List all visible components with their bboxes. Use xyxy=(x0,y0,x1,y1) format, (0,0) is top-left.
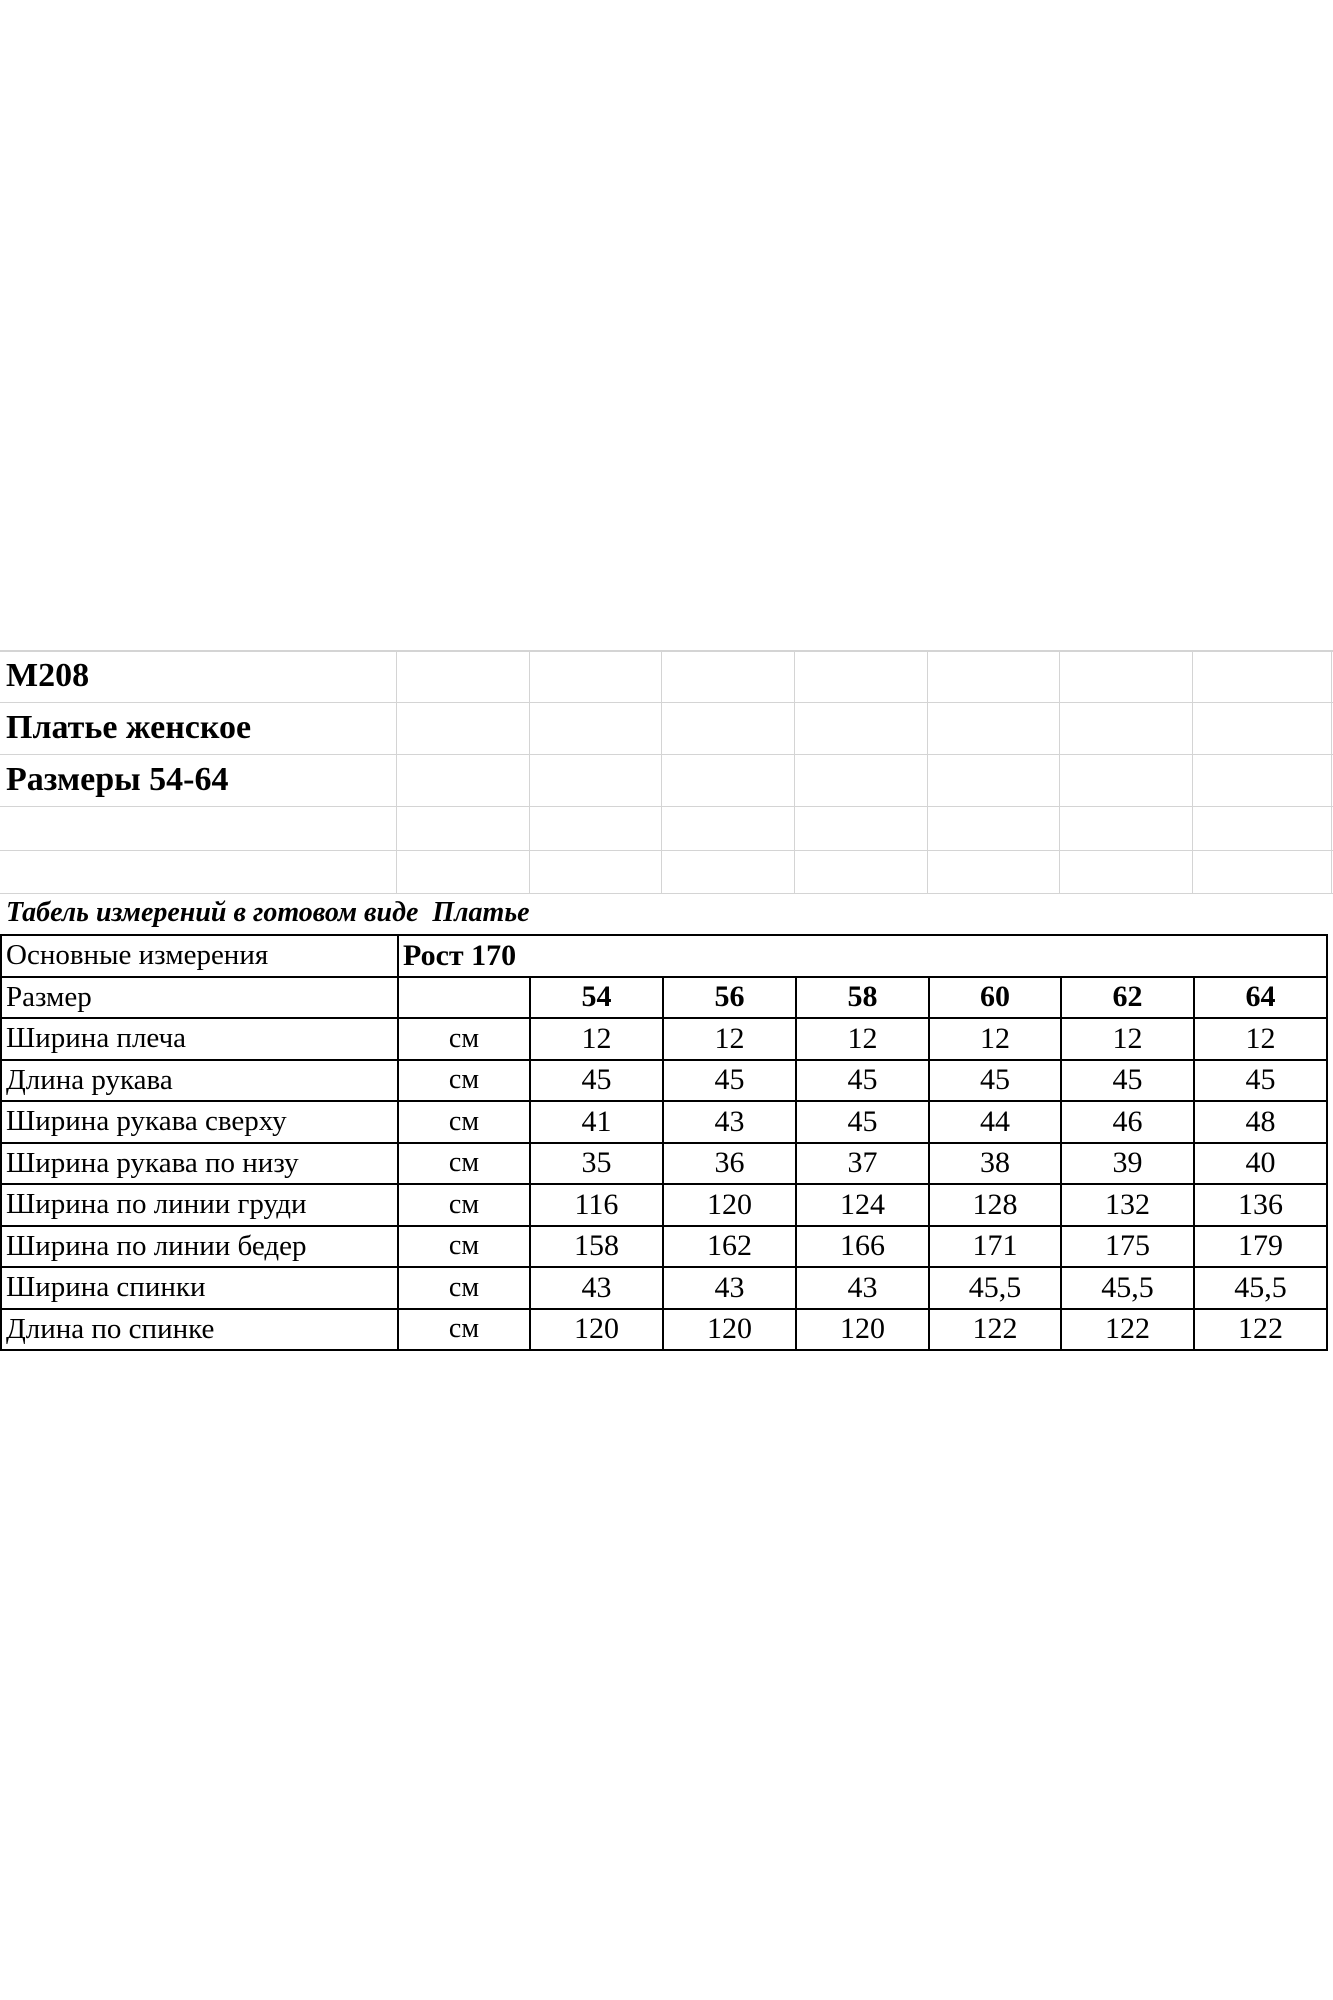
measurement-value: 175 xyxy=(1061,1226,1194,1268)
table-row xyxy=(1,1101,1327,1143)
table-row xyxy=(1,1309,1327,1351)
measurement-value: 43 xyxy=(530,1267,663,1309)
measurement-value: 38 xyxy=(929,1143,1061,1185)
measurement-value: 120 xyxy=(663,1309,796,1351)
measurement-value: 41 xyxy=(530,1101,663,1143)
measurement-value: 46 xyxy=(1061,1101,1194,1143)
gridline xyxy=(0,893,1333,894)
gridline xyxy=(1331,650,1332,894)
table-row xyxy=(1,1143,1327,1185)
gridline xyxy=(661,650,662,894)
measurement-value: 171 xyxy=(929,1226,1061,1268)
measurement-value: 37 xyxy=(796,1143,929,1185)
height-label: Рост 170 xyxy=(398,935,1327,977)
measurement-unit: см xyxy=(398,1309,530,1351)
measurement-rows xyxy=(1,1018,1327,1350)
gridline xyxy=(794,650,795,894)
measurement-name: Ширина рукава по низу xyxy=(1,1143,398,1185)
measurement-unit: см xyxy=(398,1267,530,1309)
measurement-value: 44 xyxy=(929,1101,1061,1143)
measurement-value: 48 xyxy=(1194,1101,1327,1143)
gridline xyxy=(927,650,928,894)
measurement-value: 43 xyxy=(663,1101,796,1143)
measurement-value: 45,5 xyxy=(1194,1267,1327,1309)
measurement-value: 39 xyxy=(1061,1143,1194,1185)
measurement-value: 158 xyxy=(530,1226,663,1268)
gridline xyxy=(0,650,1333,652)
table-row xyxy=(1,1267,1327,1309)
measurement-value: 116 xyxy=(530,1184,663,1226)
gridline xyxy=(0,806,1333,807)
sizes-range: Размеры 54-64 xyxy=(6,761,229,798)
model-code: М208 xyxy=(6,657,90,694)
measurement-value: 45,5 xyxy=(929,1267,1061,1309)
measurement-unit: см xyxy=(398,1101,530,1143)
gridline xyxy=(396,650,397,894)
measurement-value: 43 xyxy=(796,1267,929,1309)
size-header: 60 xyxy=(929,977,1061,1019)
measurement-value: 36 xyxy=(663,1143,796,1185)
size-header: 64 xyxy=(1194,977,1327,1019)
gridline xyxy=(1059,650,1060,894)
size-header: 62 xyxy=(1061,977,1194,1019)
measurement-value: 120 xyxy=(663,1184,796,1226)
measurement-name: Ширина по линии бедер xyxy=(1,1226,398,1268)
measurement-unit: см xyxy=(398,1018,530,1060)
measurement-value: 43 xyxy=(663,1267,796,1309)
measurement-name: Ширина спинки xyxy=(1,1267,398,1309)
measurement-value: 132 xyxy=(1061,1184,1194,1226)
measurement-value: 45 xyxy=(1061,1060,1194,1102)
main-measurements-label: Основные измерения xyxy=(1,935,398,977)
table-row-main xyxy=(1,935,1327,977)
measurement-value: 120 xyxy=(796,1309,929,1351)
measurement-value: 124 xyxy=(796,1184,929,1226)
measurement-unit: см xyxy=(398,1143,530,1185)
size-header: 54 xyxy=(530,977,663,1019)
measurement-value: 35 xyxy=(530,1143,663,1185)
measurement-value: 122 xyxy=(1061,1309,1194,1351)
table-row xyxy=(1,1184,1327,1226)
measurement-name: Ширина плеча xyxy=(1,1018,398,1060)
measurement-name: Длина рукава xyxy=(1,1060,398,1102)
measurement-value: 120 xyxy=(530,1309,663,1351)
measurement-table xyxy=(0,934,1328,1351)
measurement-value: 12 xyxy=(929,1018,1061,1060)
measurement-value: 128 xyxy=(929,1184,1061,1226)
measurement-value: 45 xyxy=(530,1060,663,1102)
table-row xyxy=(1,1226,1327,1268)
measurement-unit: см xyxy=(398,1226,530,1268)
product-name: Платье женское xyxy=(6,709,252,746)
measurement-value: 136 xyxy=(1194,1184,1327,1226)
size-header: 56 xyxy=(663,977,796,1019)
size-header: 58 xyxy=(796,977,929,1019)
size-label: Размер xyxy=(1,977,398,1019)
gridline xyxy=(529,650,530,894)
measurement-value: 166 xyxy=(796,1226,929,1268)
measurement-value: 45 xyxy=(663,1060,796,1102)
gridline xyxy=(1192,650,1193,894)
table-row-sizes xyxy=(1,977,1327,1019)
measurement-value: 122 xyxy=(1194,1309,1327,1351)
measurement-value: 45 xyxy=(1194,1060,1327,1102)
table-row xyxy=(1,1018,1327,1060)
measurement-unit: см xyxy=(398,1060,530,1102)
table-caption: Табель измерений в готовом виде Платье xyxy=(6,897,530,928)
measurement-value: 12 xyxy=(1194,1018,1327,1060)
measurement-value: 45 xyxy=(796,1101,929,1143)
measurement-value: 179 xyxy=(1194,1226,1327,1268)
size-unit-cell xyxy=(398,977,530,1019)
measurement-name: Ширина рукава сверху xyxy=(1,1101,398,1143)
measurement-value: 12 xyxy=(530,1018,663,1060)
measurement-value: 45 xyxy=(796,1060,929,1102)
measurement-value: 45,5 xyxy=(1061,1267,1194,1309)
measurement-name: Ширина по линии груди xyxy=(1,1184,398,1226)
measurement-value: 40 xyxy=(1194,1143,1327,1185)
gridline xyxy=(0,850,1333,851)
measurement-unit: см xyxy=(398,1184,530,1226)
measurement-value: 12 xyxy=(663,1018,796,1060)
measurement-value: 12 xyxy=(1061,1018,1194,1060)
measurement-value: 12 xyxy=(796,1018,929,1060)
measurement-name: Длина по спинке xyxy=(1,1309,398,1351)
measurement-value: 162 xyxy=(663,1226,796,1268)
gridline xyxy=(0,702,1333,703)
measurement-value: 45 xyxy=(929,1060,1061,1102)
table-row xyxy=(1,1060,1327,1102)
gridline xyxy=(0,754,1333,755)
measurement-value: 122 xyxy=(929,1309,1061,1351)
